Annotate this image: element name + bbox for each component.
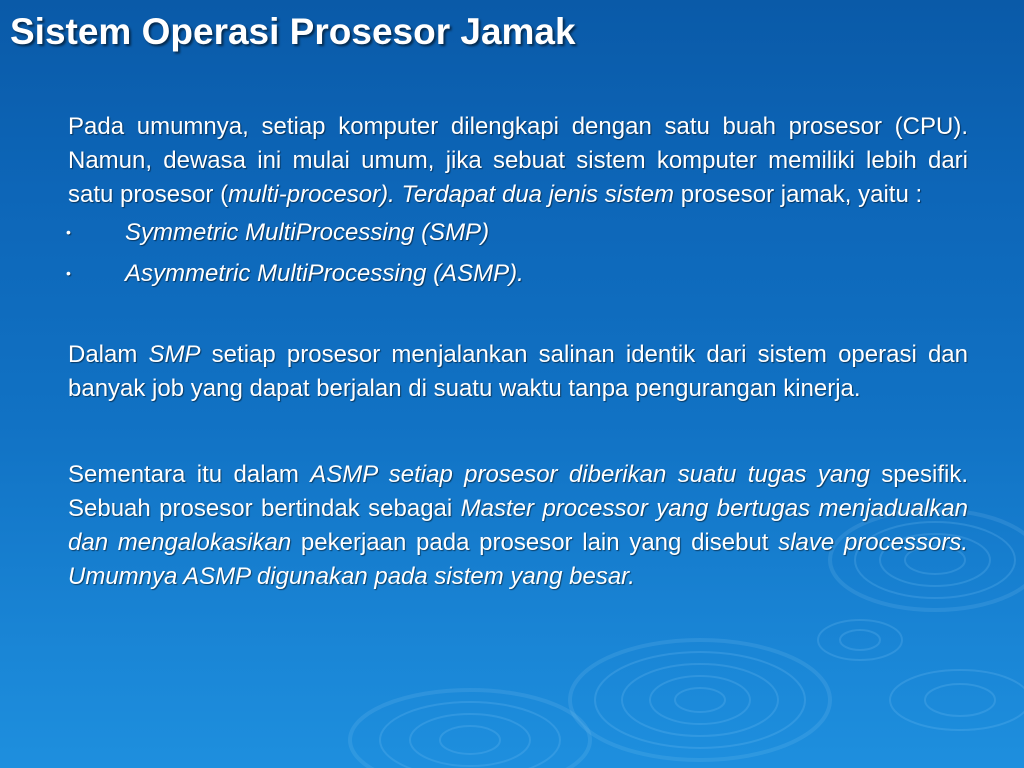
asmp-text-4: Master processor yang bertugas menjadualkan dan mengalokasikan	[68, 495, 968, 556]
asmp-text-3: spesifik. Sebuah prosesor bertindak sebagai	[68, 461, 968, 522]
list-item-smp	[66, 212, 968, 253]
asmp-text-6: slave processors. Umumnya ASMP digunakan pada sistem yang besar.	[68, 529, 968, 590]
intro-text-1: Pada umumnya, setiap komputer dilengkapi dengan satu buah prosesor (CPU). Namun, dewasa ini mulai umum, jika sebuat sistem komputer memiliki lebih dari satu prosesor (	[68, 113, 968, 208]
slide-title: Sistem Operasi Prosesor Jamak	[10, 11, 576, 52]
asmp-text-1: Sementara itu dalam	[68, 461, 311, 488]
intro-text-3: prosesor jamak, yaitu :	[674, 181, 923, 208]
smp-text-3: setiap prosesor menjalankan salinan identik dari sistem operasi dan banyak job yang dapat berjalan di suatu waktu tanpa pengurangan kinerja.	[68, 341, 968, 402]
multiprocessing-types-list	[68, 212, 968, 294]
asmp-text-5: pekerjaan pada prosesor lain yang disebut	[291, 529, 779, 556]
asmp-paragraph	[68, 458, 968, 594]
smp-paragraph	[68, 338, 968, 406]
intro-paragraph	[68, 110, 968, 212]
slide-body	[68, 110, 968, 594]
bullet-icon: •	[66, 265, 71, 281]
smp-text-2: SMP	[148, 341, 201, 368]
intro-text-2: multi-procesor). Terdapat dua jenis sistem	[228, 181, 675, 208]
smp-text-1: Dalam	[68, 341, 149, 368]
list-item-label: Symmetric MultiProcessing (SMP)	[125, 219, 490, 246]
list-item-asmp	[66, 253, 968, 294]
bullet-icon: •	[66, 224, 71, 240]
list-item-label: Asymmetric MultiProcessing (ASMP).	[125, 260, 524, 287]
asmp-text-2: ASMP setiap prosesor diberikan suatu tugas yang	[310, 461, 870, 488]
